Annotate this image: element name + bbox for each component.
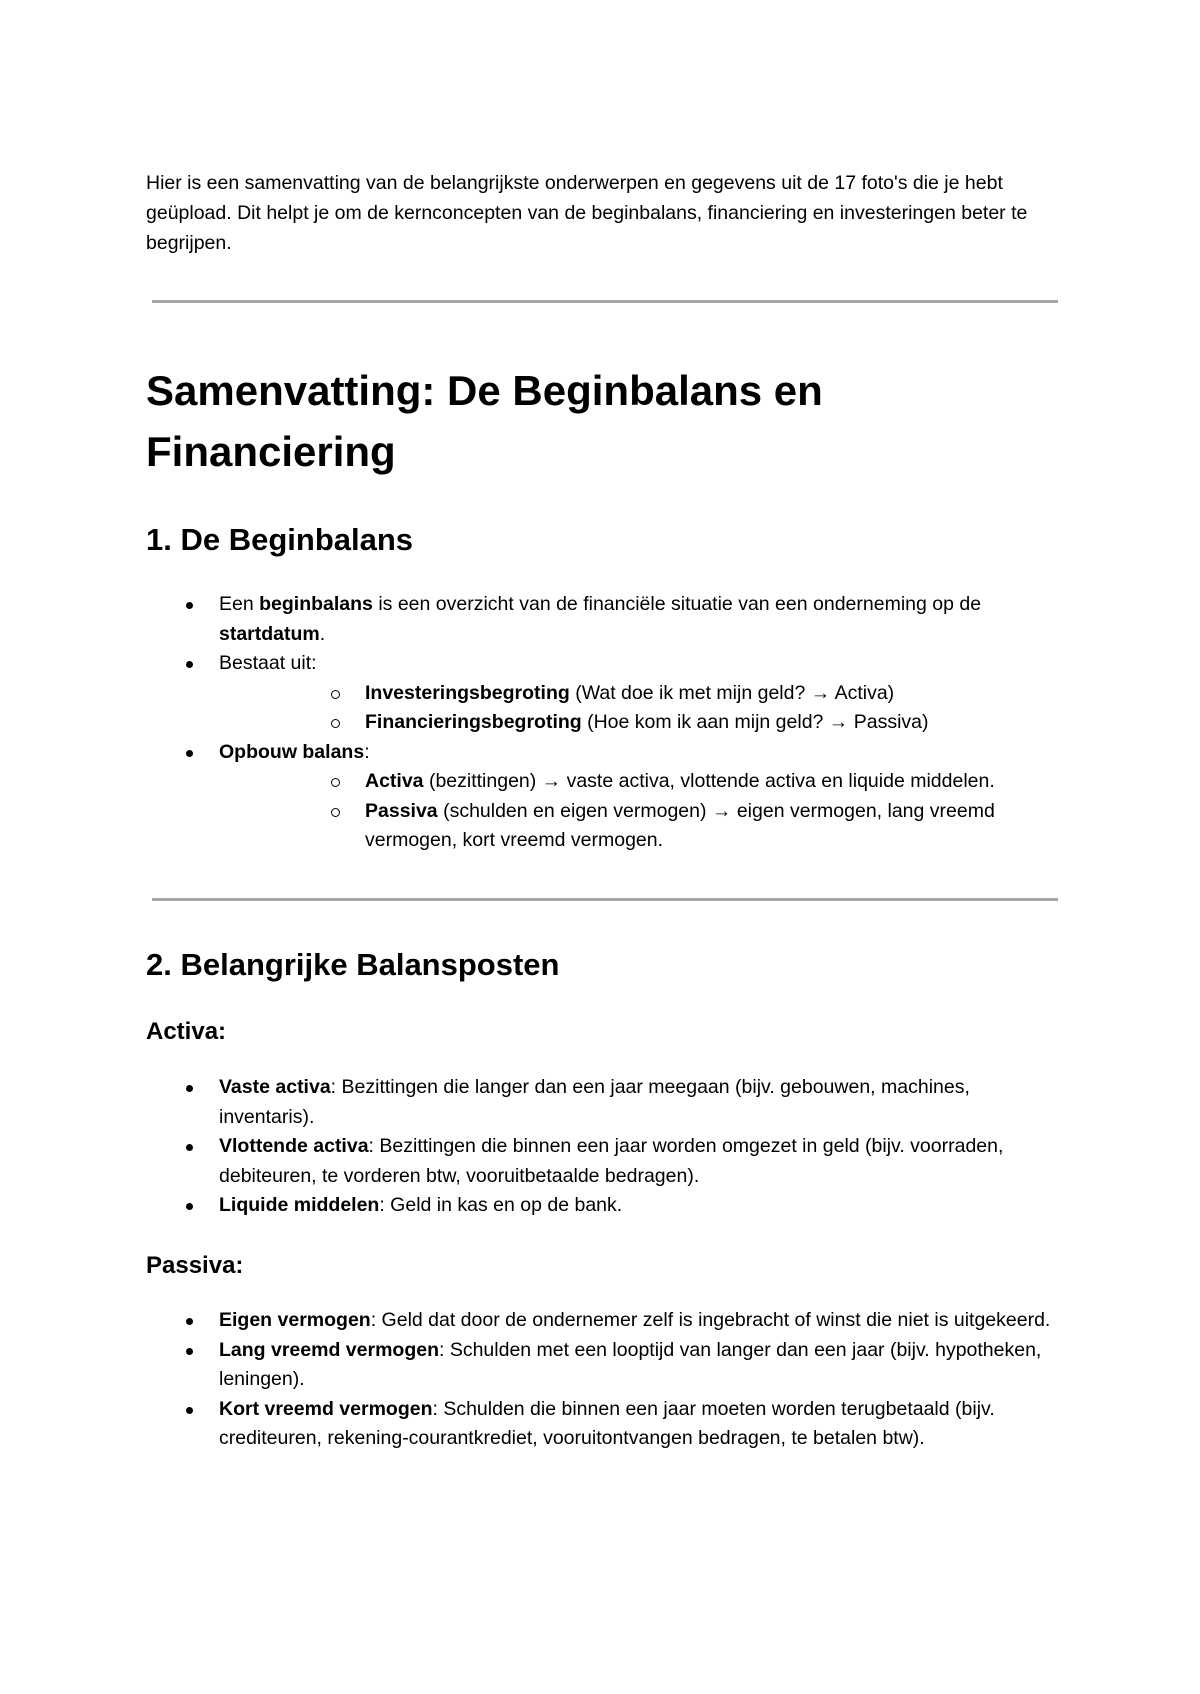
list-item-bold: Eigen vermogen: [219, 1309, 371, 1331]
list-item-bold: Vaste activa: [219, 1076, 331, 1098]
list-item-bold: beginbalans: [259, 593, 373, 615]
subheading-passiva: Passiva:: [146, 1252, 244, 1279]
sub-list-item: [219, 767, 1066, 797]
list-item: [146, 1132, 1066, 1191]
list-item-text: : Geld dat door de ondernemer zelf is ingebracht of winst die niet is uitgekeerd.: [370, 1309, 1051, 1331]
section-heading-beginbalans: 1. De Beginbalans: [146, 522, 414, 557]
section-heading-balansposten: 2. Belangrijke Balansposten: [146, 947, 560, 982]
list-item-bold: Lang vreemd vermogen: [219, 1338, 439, 1361]
list-item-text: (schulden en eigen vermogen) → eigen vermogen, lang vreemd vermogen, kort vreemd vermogen.: [365, 799, 995, 851]
list-item: [146, 1395, 1066, 1454]
list-item-text: : Bezittingen die binnen een jaar worden omgezet in geld (bijv. voorraden, debiteuren, te vorderen btw, vooruitbetaalde bedragen).: [219, 1135, 1004, 1187]
list-item-bold: Investeringsbegroting: [365, 681, 570, 704]
sub-list-item: [219, 797, 1066, 856]
list-item-text: (bezittingen) → vaste activa, vlottende activa en liquide middelen.: [423, 770, 995, 792]
list-item: [146, 738, 1066, 856]
list-item: [146, 1073, 1066, 1132]
list-item: [146, 1306, 1066, 1336]
intro-paragraph: Hier is een samenvatting van de belangrijkste onderwerpen en gegevens uit de 17 foto's die je hebt geüpload. Dit helpt je om de kernconcepten van de beginbalans, financiering en investeringen beter te begrijpen.: [146, 172, 1028, 254]
sub-list: [219, 767, 1066, 856]
list-item-bold: Financieringsbegroting: [365, 711, 582, 733]
activa-list: [146, 1073, 1066, 1221]
list-item-bold: Activa: [365, 770, 424, 792]
list-item-text: Bestaat uit:: [219, 652, 317, 674]
list-item-text: : Schulden die binnen een jaar moeten worden terugbetaald (bijv. crediteuren, rekening-courantkrediet, vooruitontvangen bedragen, te betalen btw).: [219, 1397, 995, 1449]
list-item-text: : Schulden met een looptijd van langer dan een jaar (bijv. hypotheken, leningen).: [219, 1338, 1042, 1390]
list-item-bold: Passiva: [365, 799, 438, 822]
passiva-list: [146, 1306, 1066, 1454]
list-item-text: Een: [219, 593, 260, 615]
beginbalans-list: [146, 590, 1066, 856]
list-item-bold: Liquide middelen: [219, 1194, 380, 1216]
list-item: [146, 590, 1066, 649]
document-page: [146, 168, 1066, 1449]
subheading-activa: Activa:: [146, 1018, 227, 1045]
list-item-text: (Wat doe ik met mijn geld? → Activa): [569, 681, 895, 704]
horizontal-rule: [152, 898, 1058, 901]
list-item-text: : Bezittingen die langer dan een jaar meegaan (bijv. gebouwen, machines, inventaris).: [219, 1076, 970, 1128]
list-item-bold: startdatum: [219, 622, 320, 645]
sub-list: [219, 679, 1066, 738]
list-item: [146, 649, 1066, 738]
list-item: [146, 1191, 1066, 1221]
list-item-bold: Kort vreemd vermogen: [219, 1397, 433, 1420]
sub-list-item: [219, 708, 1066, 738]
list-item-text: : Geld in kas en op de bank.: [379, 1194, 623, 1216]
document-title: Samenvatting: De Beginbalans en Financiering: [146, 367, 823, 475]
list-item-text: :: [364, 740, 370, 763]
list-item-bold: Opbouw balans: [219, 740, 365, 763]
horizontal-rule: [152, 300, 1058, 303]
list-item-bold: Vlottende activa: [219, 1135, 369, 1157]
list-item-text: is een overzicht van de financiële situatie van een onderneming op de: [372, 593, 982, 615]
list-item: [146, 1336, 1066, 1395]
list-item-text: (Hoe kom ik aan mijn geld? → Passiva): [581, 711, 929, 733]
list-item-text: .: [319, 622, 326, 645]
sub-list-item: [219, 679, 1066, 709]
